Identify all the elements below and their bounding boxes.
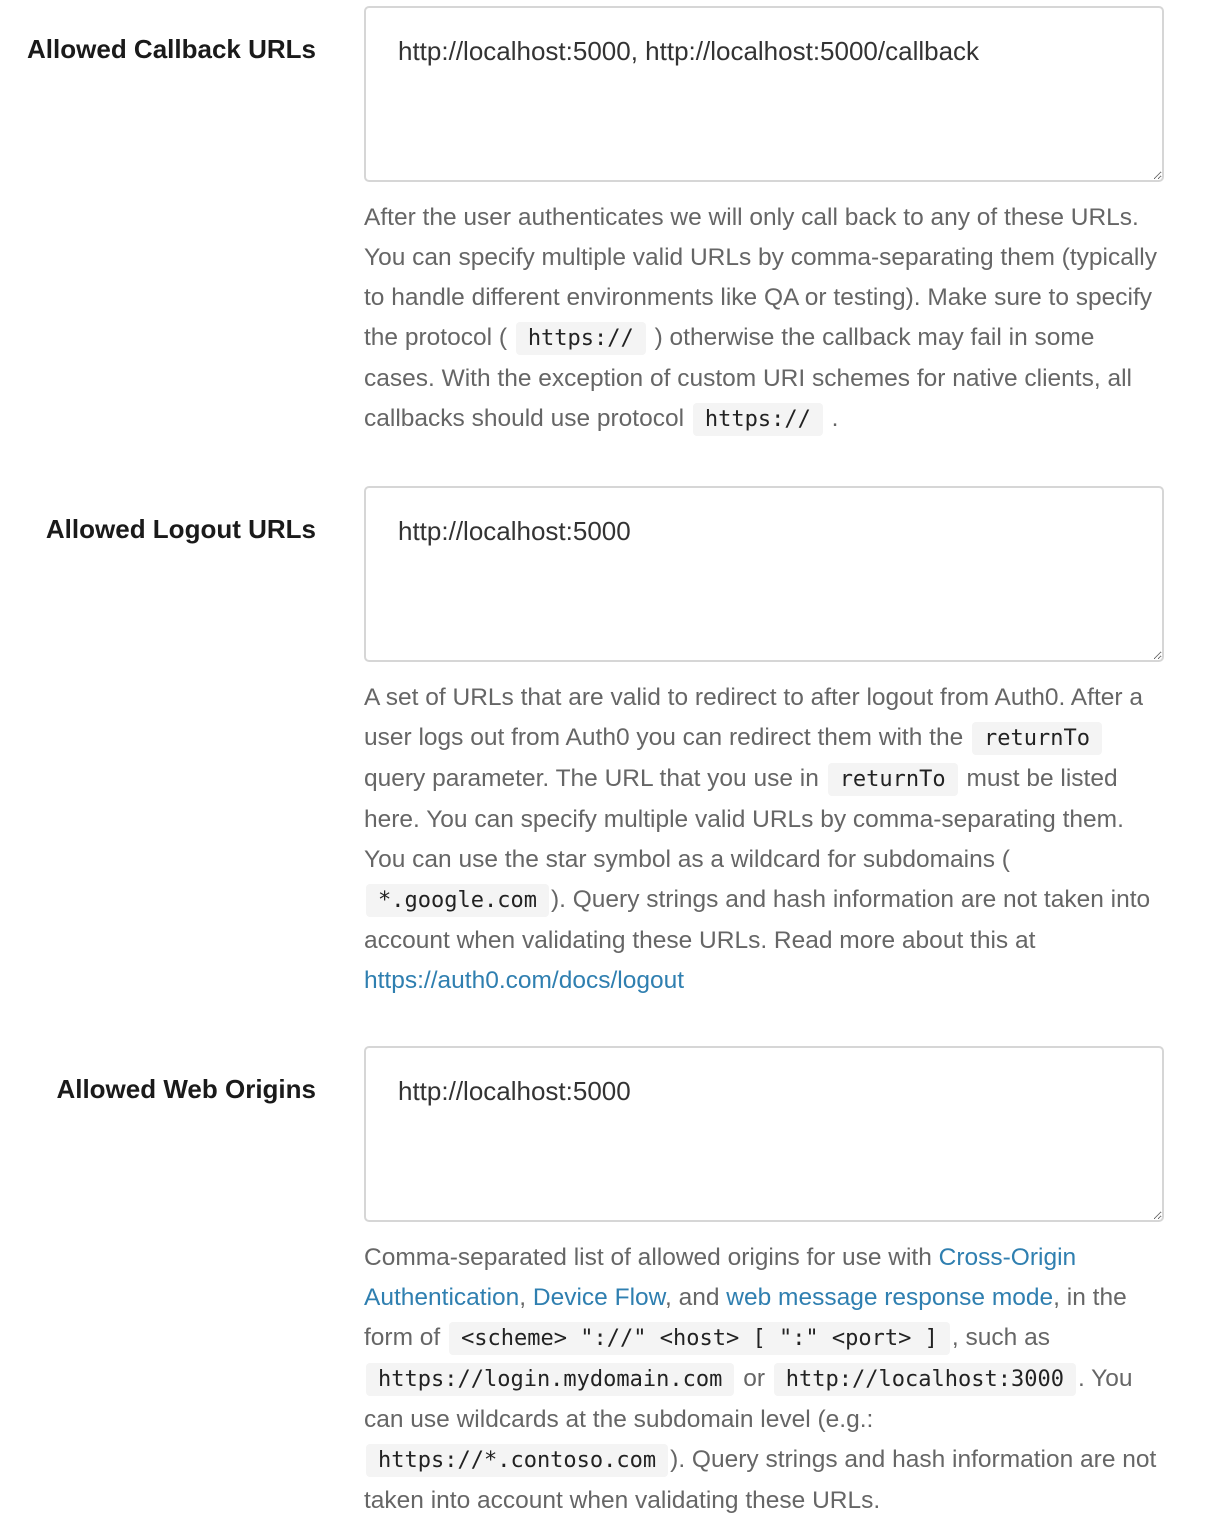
wildcard-example-code: https://*.contoso.com bbox=[366, 1444, 668, 1477]
web-origins-input[interactable] bbox=[364, 1046, 1164, 1222]
device-flow-link[interactable]: Device Flow bbox=[532, 1284, 665, 1311]
callback-urls-label: Allowed Callback URLs bbox=[27, 34, 316, 64]
callback-urls-input[interactable] bbox=[364, 6, 1164, 182]
wildcard-example-code: *.google.com bbox=[366, 884, 549, 917]
return-to-code: returnTo bbox=[972, 722, 1102, 755]
web-origins-label: Allowed Web Origins bbox=[56, 1074, 316, 1104]
logout-urls-label: Allowed Logout URLs bbox=[45, 514, 316, 544]
protocol-code: https:// bbox=[516, 322, 646, 355]
logout-urls-help: A set of URLs that are valid to redirect to after logout from Auth0. After a user logs out from Auth0 you can redirect them with the returnTo query parameter. The URL that you use in returnTo must be listed here. You can specify multiple valid URLs by comma-separating them. You can use the star symbol as a wildcard for subdomains ( *.google.com ). Query strings and hash information are not taken into account when validating these URLs. Read more about this at https://auth0.com/docs/logout bbox=[364, 684, 1151, 994]
origin-example-code: http://localhost:3000 bbox=[774, 1363, 1076, 1396]
callback-urls-help: After the user authenticates we will only call back to any of these URLs. You can specify multiple valid URLs by comma-separating them (typically to handle different environments like QA or testing). Make sure to specify the protocol ( https:// ) otherwise the callback may fail in some cases. With the exception of custom URI schemes for native clients, all callbacks should use protocol https:// . bbox=[364, 198, 1170, 440]
web-origins-help: Comma-separated list of allowed origins for use with Cross-Origin Authentication, Device Flow, and web message response mode, in the form of <scheme> "://" <host> [ ":" <port> ] , such as https://login.mydomain.com or http://localhost:3000 . You can use wildcards at the subdomain level (e.g.: https://*.contoso.com ). Query strings and hash information are not taken into account when validating these URLs. bbox=[364, 1244, 1157, 1514]
cross-origin-auth-link[interactable]: Cross-Origin Authentication bbox=[364, 1244, 1077, 1311]
origin-format-code: <scheme> "://" <host> [ ":" <port> ] bbox=[449, 1322, 950, 1355]
logout-docs-link[interactable]: https://auth0.com/docs/logout bbox=[364, 967, 685, 994]
logout-urls-input[interactable] bbox=[364, 486, 1164, 662]
web-message-mode-link[interactable]: web message response mode bbox=[726, 1284, 1054, 1311]
return-to-code: returnTo bbox=[828, 763, 958, 796]
protocol-code: https:// bbox=[693, 403, 823, 436]
origin-example-code: https://login.mydomain.com bbox=[366, 1363, 734, 1396]
